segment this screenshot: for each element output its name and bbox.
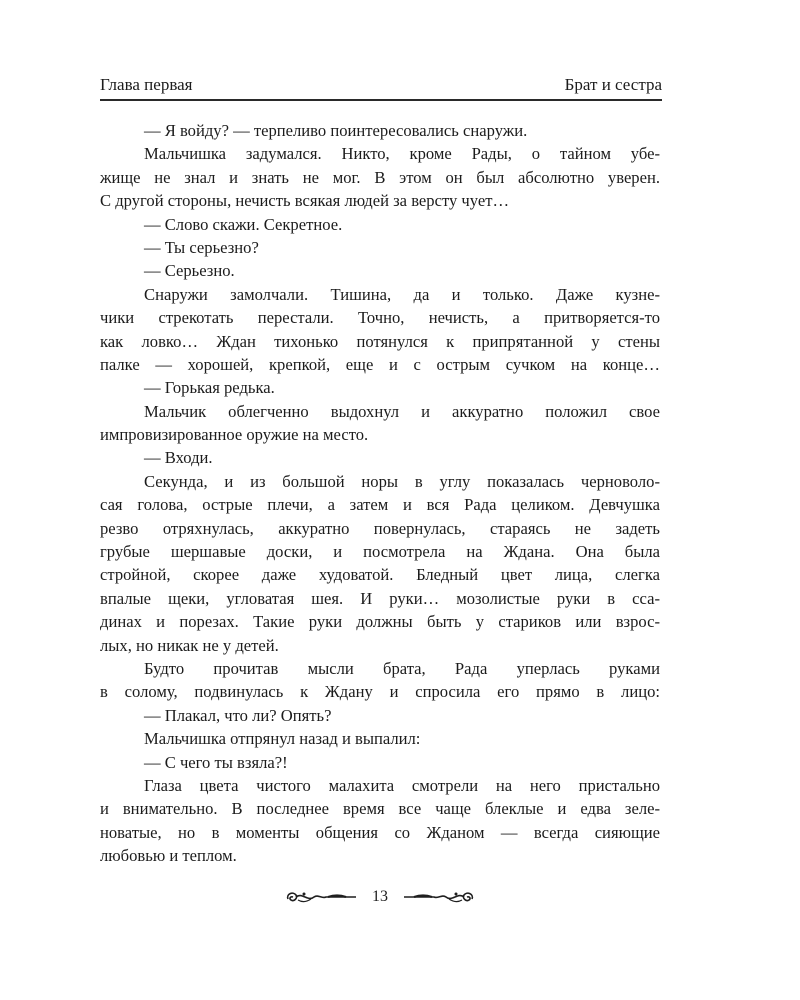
text-line: — Слово скажи. Секретное. [144, 214, 343, 234]
text-line: палке — хорошей, крепкой, еще и с острым сучком на конце… [100, 354, 660, 374]
text-line: — Плакал, что ли? Опять? [144, 705, 332, 725]
page-footer [280, 884, 480, 910]
text-line: Мальчик облегченно выдохнул и аккуратно положил свое [144, 401, 660, 421]
text-line: жище не знал и знать не мог. В этом он был абсолютно уверен. [100, 167, 660, 187]
page-number: 13 [372, 888, 388, 905]
running-head [100, 72, 662, 98]
header-rule [100, 99, 662, 101]
text-line: впалые щеки, угловатая шея. И руки… мозолистые руки в сса- [100, 588, 660, 608]
text-line: Мальчишка отпрянул назад и выпалил: [144, 729, 421, 749]
text-line: Глаза цвета чистого малахита смотрели на него пристально [144, 775, 660, 795]
text-line: Секунда, и из большой норы в углу показалась черноволо- [144, 471, 660, 491]
text-line: как ловко… Ждан тихонько потянулся к припрятанной у стены [100, 331, 660, 351]
text-line: Снаружи замолчали. Тишина, да и только. Даже кузне- [144, 284, 660, 304]
chapter-title: Глава первая [100, 75, 193, 94]
text-line: грубые шершавые доски, и посмотрела на Ждана. Она была [100, 542, 660, 562]
text-line: Мальчишка задумался. Никто, кроме Рады, о тайном убе- [144, 144, 660, 164]
text-line: чики стрекотать перестали. Точно, нечисть, а притворяется-то [100, 308, 660, 328]
text-line: — С чего ты взяла?! [144, 752, 288, 772]
text-line: любовью и теплом. [100, 846, 237, 866]
text-line: С другой стороны, нечисть всякая людей за версту чует… [100, 191, 510, 211]
text-line: динах и порезах. Такие руки должны быть у стариков или взрос- [100, 612, 660, 632]
body-text [100, 119, 660, 868]
right-flourish-icon [400, 888, 476, 906]
text-line: — Ты серьезно? [144, 237, 259, 257]
text-line: — Горькая редька. [144, 378, 275, 398]
text-line: и внимательно. В последнее время все чаще блеклые и едва зеле- [100, 799, 660, 819]
text-line: резво отряхнулась, аккуратно повернулась, стараясь не задеть [100, 518, 660, 538]
text-line: в солому, подвинулась к Ждану и спросила его прямо в лицо: [100, 682, 660, 702]
text-line: лых, но никак не у детей. [100, 635, 279, 655]
text-line: новатые, но в моменты общения со Жданом — всегда сияющие [100, 822, 660, 842]
section-title: Брат и сестра [564, 75, 662, 94]
text-line: Будто прочитав мысли брата, Рада уперлась руками [144, 658, 660, 678]
text-line: — Я войду? — терпеливо поинтересовались снаружи. [144, 121, 528, 140]
text-line: импровизированное оружие на место. [100, 425, 369, 445]
text-line: — Серьезно. [144, 261, 235, 281]
text-line: сая голова, острые плечи, а затем и вся Рада целиком. Девчушка [100, 495, 660, 515]
text-line: — Входи. [144, 448, 213, 468]
text-line: стройной, скорее даже худоватой. Бледный цвет лица, слегка [100, 565, 660, 585]
